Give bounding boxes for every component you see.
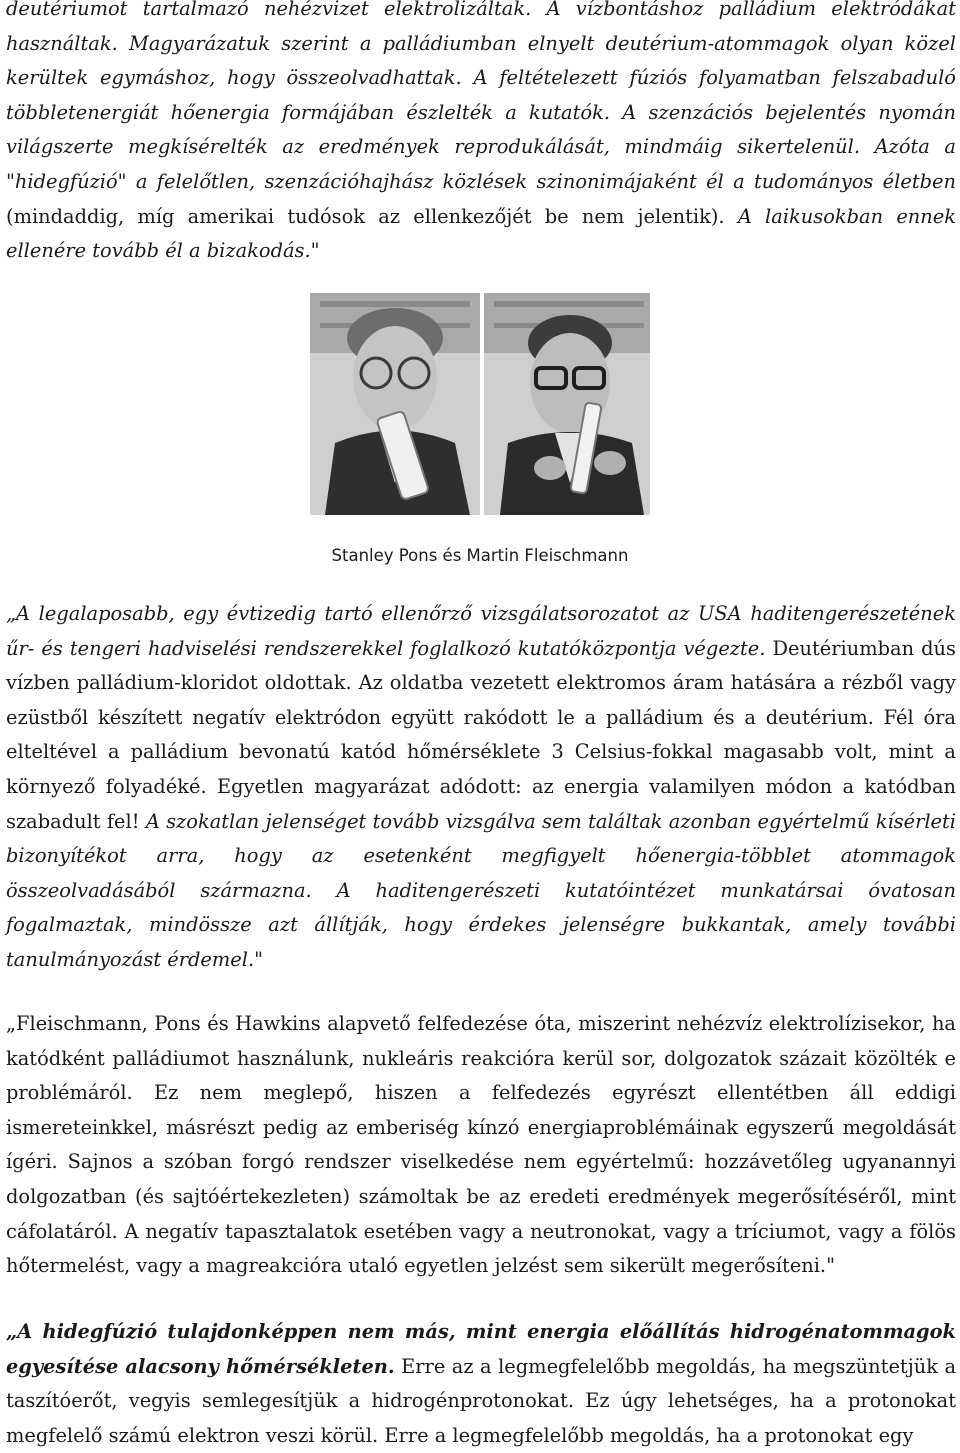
- navy-closing-text: A szokatlan jelenséget tovább vizsgálva sem találtak azonban egyértelmű kísérleti bizonyítékot arra, hogy az esetenként megfigyelt hőenergia-többlet atommagok összeolvadásából származna. A haditengerészeti kutatóintézet munkatársai óvatosan fogalmaztak, mindössze azt állítják, hogy érdekes jelenségre bukkantak, amely további tanulmányozást érdemel.": [6, 809, 957, 971]
- portrait-photo-graphic: [310, 293, 650, 515]
- photo-caption: Stanley Pons és Martin Fleischmann: [331, 546, 629, 565]
- paragraph-definition: [6, 1315, 956, 1453]
- intro-text: deutériumot tartalmazó nehézvizet elektrolizáltak. A vízbontáshoz palládium elektródákat használtak. Magyarázatuk szerint a palládiumban elnyelt deutérium-atommagok olyan közel kerültek egymáshoz, hogy összeolvadhattak. A feltételezett fúziós folyamatban felszabaduló többletenergiát hőenergia formájában észlelték a kutatók. A szenzációs bejelentés nyomán világszerte megkísérelték az eredmények reprodukálását, mindmáig sikertelenül. Azóta a "hidegfúzió" a felelőtlen, szenzációhajhász közlések szinonimájaként él a tudományos életben: [6, 0, 956, 193]
- navy-intro-text: „A legalaposabb, egy évtizedig tartó ellenőrző vizsgálatsorozatot az USA haditengerészetének űr- és tengeri hadviselési rendszerekkel foglalkozó kutatóközpontja végezte.: [6, 602, 956, 660]
- paragraph-publications: [6, 1007, 956, 1284]
- definition-body-text: Erre az a legmegfelelőbb megoldás, ha megszüntetjük a taszítóerőt, vegyis semlegesítjük a hidrogénprotonokat. Ez úgy lehetséges, ha a protonokat megfelelő számú elektron veszi körül. Erre a legmegfelelőbb megoldás, ha a protonokat egy: [6, 1354, 957, 1447]
- navy-upright-text: Deutériumban dús vízben palládium-kloridot oldottak. Az oldatba vezetett elektromos áram hatására a rézből vagy ezüstből készített negatív elektródon együtt rakódott le a palládium és a deutérium. Fél óra elteltével a palládium bevonatú katód hőmérséklete 3 Celsius-fokkal magasabb volt, mint a környező folyadéké. Egyetlen magyarázat adódott: az energia valamilyen módon a katódban szabadult fel!: [6, 636, 956, 833]
- publications-text: „Fleischmann, Pons és Hawkins alapvető felfedezése óta, miszerint nehézvíz elektrolízisekor, ha katódként palládiumot használunk, nukleáris reakcióra kerül sor, dolgozatok százait közölték e problémáról. Ez nem meglepő, hiszen a felfedezés egyrészt ellentétben áll eddigi ismereteinkkel, másrészt pedig az emberiség kínzó energiaproblémáinak egyszerű megoldását ígéri. Sajnos a szóban forgó rendszer viselkedése nem egyértelmű: hozzávetőleg ugyanannyi dolgozatban (és sajtóértekezleten) számoltak be az eredeti eredmények megerősítéséről, mint cáfolatáról. A negatív tapasztalatok esetében vagy a neutronokat, vagy a tríciumot, vagy a fölös hőtermelést, vagy a magreakcióra utaló egyetlen jelzést sem sikerült megerősíteni.": [6, 1012, 956, 1278]
- definition-lead-text: „A hidegfúzió tulajdonképpen nem más, mint energia előállítás hidrogénatommagok egyesítése alacsony hőmérsékleten.: [6, 1320, 956, 1378]
- portrait-photo: [310, 293, 650, 515]
- intro-closing-text: A laikusokban ennek ellenére tovább él a bizakodás.": [6, 204, 957, 263]
- paragraph-navy-research: [6, 597, 956, 978]
- intro-upright-text: (mindaddig, míg amerikai tudósok az ellenkezőjét be nem jelentik).: [6, 204, 725, 228]
- paragraph-intro: [6, 0, 956, 269]
